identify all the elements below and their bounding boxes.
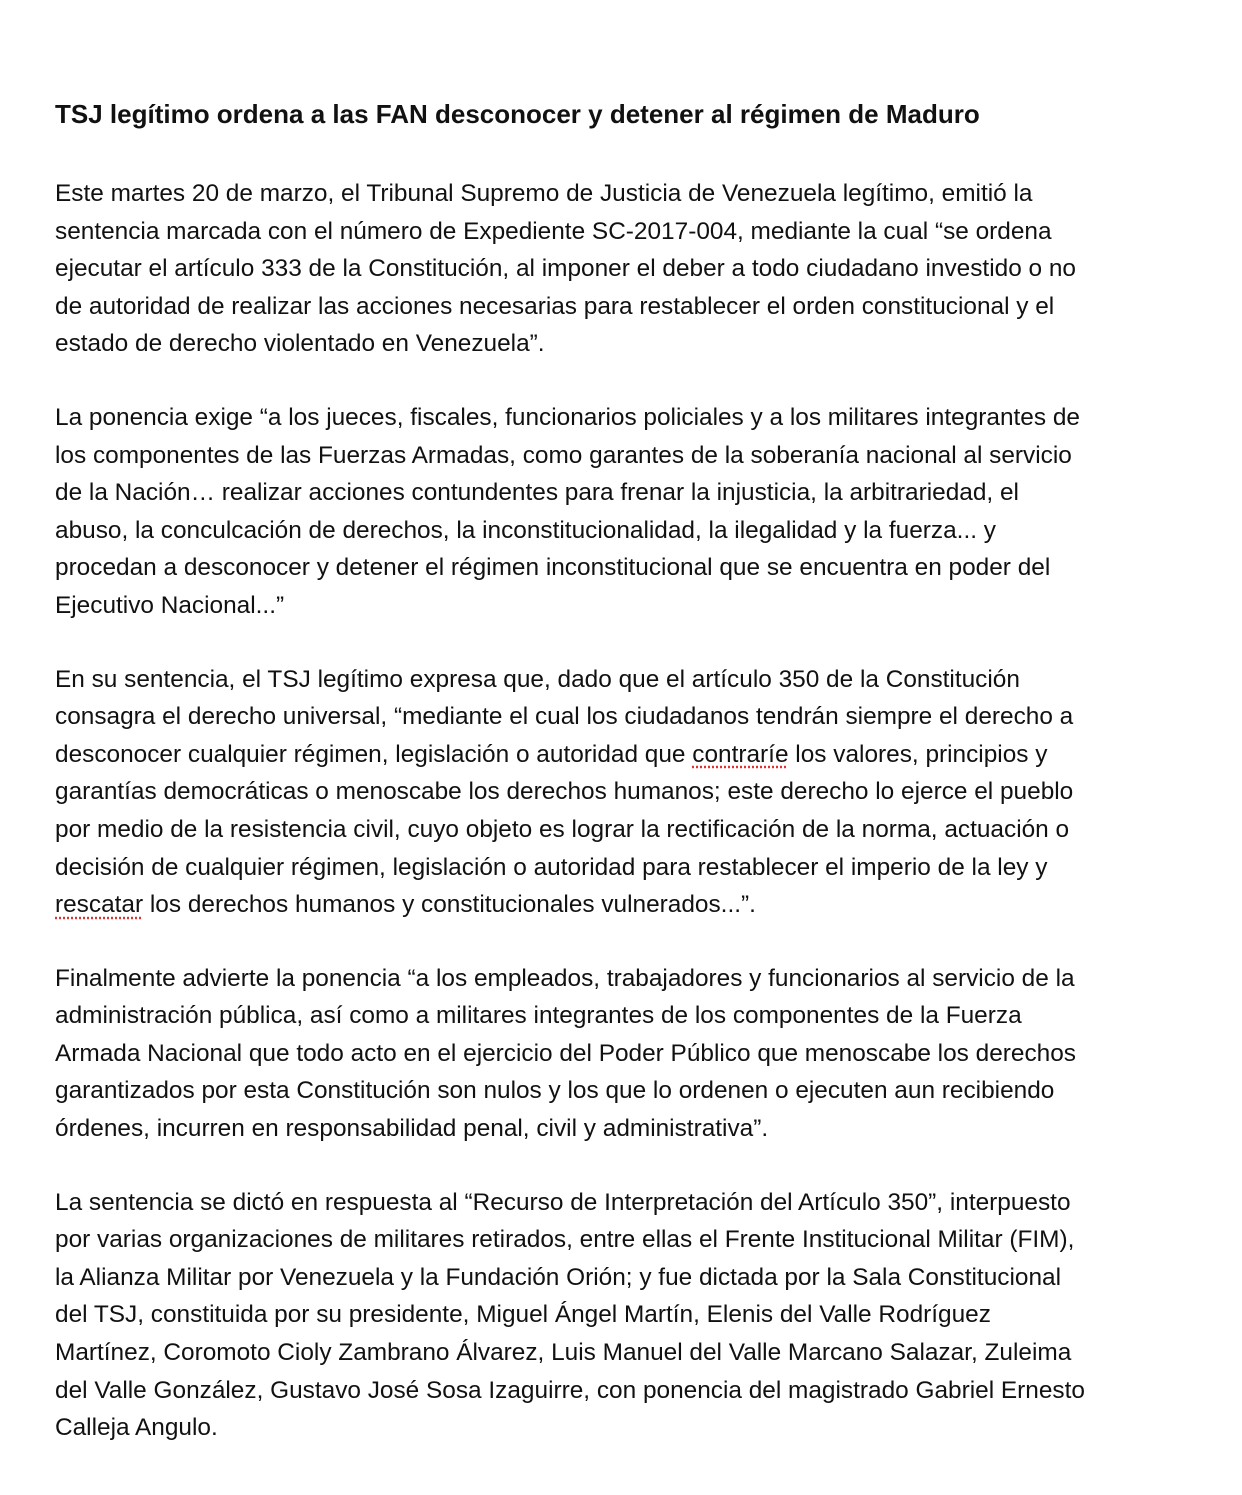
paragraph-line: del Valle González, Gustavo José Sosa Izaguirre, con ponencia del magistrado Gabriel Ernesto [55,1376,1085,1404]
paragraph-line: decisión de cualquier régimen, legislación o autoridad para restablecer el imperio de la ley y [55,853,1048,881]
paragraph-5 [55,1184,1225,1447]
paragraph-line: órdenes, incurren en responsabilidad penal, civil y administrativa”. [55,1115,769,1143]
paragraph-line: garantías democráticas o menoscabe los derechos humanos; este derecho lo ejerce el pueblo [55,778,1074,806]
document-title: TSJ legítimo ordena a las FAN desconocer y detener al régimen de Maduro [55,99,980,129]
paragraph-line: la Alianza Militar por Venezuela y la Fundación Orión; y fue dictada por la Sala Constitucional [55,1263,1062,1291]
paragraph-line: En su sentencia, el TSJ legítimo expresa que, dado que el artículo 350 de la Constitución [55,665,1020,693]
paragraph-3 [55,661,1225,924]
paragraph-line: por varias organizaciones de militares retirados, entre ellas el Frente Institucional Militar (FIM), [55,1226,1075,1254]
paragraph-line: por medio de la resistencia civil, cuyo objeto es lograr la rectificación de la norma, actuación o [55,815,1070,843]
paragraph-line: La ponencia exige “a los jueces, fiscales, funcionarios policiales y a los militares integrantes de [55,403,1080,431]
paragraph-line: abuso, la conculcación de derechos, la inconstitucionalidad, la ilegalidad y la fuerza... y [55,516,996,544]
paragraph-2 [55,399,1225,625]
paragraph-line: ejecutar el artículo 333 de la Constitución, al imponer el deber a todo ciudadano investido o no [55,255,1077,283]
paragraph-line: La sentencia se dictó en respuesta al “Recurso de Interpretación del Artículo 350”, interpuesto [55,1188,1071,1216]
spellcheck-underlined-word[interactable]: contraríe [692,740,789,768]
paragraph-line: los componentes de las Fuerzas Armadas, como garantes de la soberanía nacional al servicio [55,441,1072,469]
paragraph-1 [55,175,1225,363]
document-page [55,95,1225,1483]
paragraph-line: Calleja Angulo. [55,1414,218,1442]
paragraph-line: garantizados por esta Constitución son nulos y los que lo ordenen o ejecuten aun recibiendo [55,1077,1055,1105]
paragraph-line [55,736,1225,774]
text-segment: los derechos humanos y constitucionales vulnerados...”. [143,891,756,919]
text-segment: los valores, principios y [788,740,1048,768]
paragraph-line: de autoridad de realizar las acciones necesarias para restablecer el orden constitucional y el [55,292,1055,320]
paragraph-line: Este martes 20 de marzo, el Tribunal Supremo de Justicia de Venezuela legítimo, emitió la [55,180,1033,207]
paragraph-line: sentencia marcada con el número de Expediente SC-2017-004, mediante la cual “se ordena [55,217,1052,245]
paragraph-line: procedan a desconocer y detener el régimen inconstitucional que se encuentra en poder del [55,554,1051,582]
paragraph-4 [55,960,1225,1148]
paragraph-line: de la Nación… realizar acciones contundentes para frenar la injusticia, la arbitrariedad, el [55,479,1019,507]
paragraph-line: Armada Nacional que todo acto en el ejercicio del Poder Público que menoscabe los derechos [55,1039,1076,1067]
paragraph-line: estado de derecho violentado en Venezuela”. [55,330,545,358]
paragraph-line: del TSJ, constituida por su presidente, Miguel Ángel Martín, Elenis del Valle Rodríguez [55,1301,991,1329]
paragraph-line: Martínez, Coromoto Cioly Zambrano Álvarez, Luis Manuel del Valle Marcano Salazar, Zuleima [55,1339,1072,1367]
paragraph-line: consagra el derecho universal, “mediante el cual los ciudadanos tendrán siempre el derecho a [55,703,1074,731]
paragraph-line: Finalmente advierte la ponencia “a los empleados, trabajadores y funcionarios al servicio de la [55,964,1075,992]
paragraph-line [55,886,1225,924]
paragraph-line: administración pública, así como a militares integrantes de los componentes de la Fuerza [55,1002,1022,1030]
text-segment: desconocer cualquier régimen, legislación o autoridad que [55,740,693,768]
paragraph-line: Ejecutivo Nacional...” [55,591,285,619]
spellcheck-underlined-word[interactable]: rescatar [55,891,144,919]
